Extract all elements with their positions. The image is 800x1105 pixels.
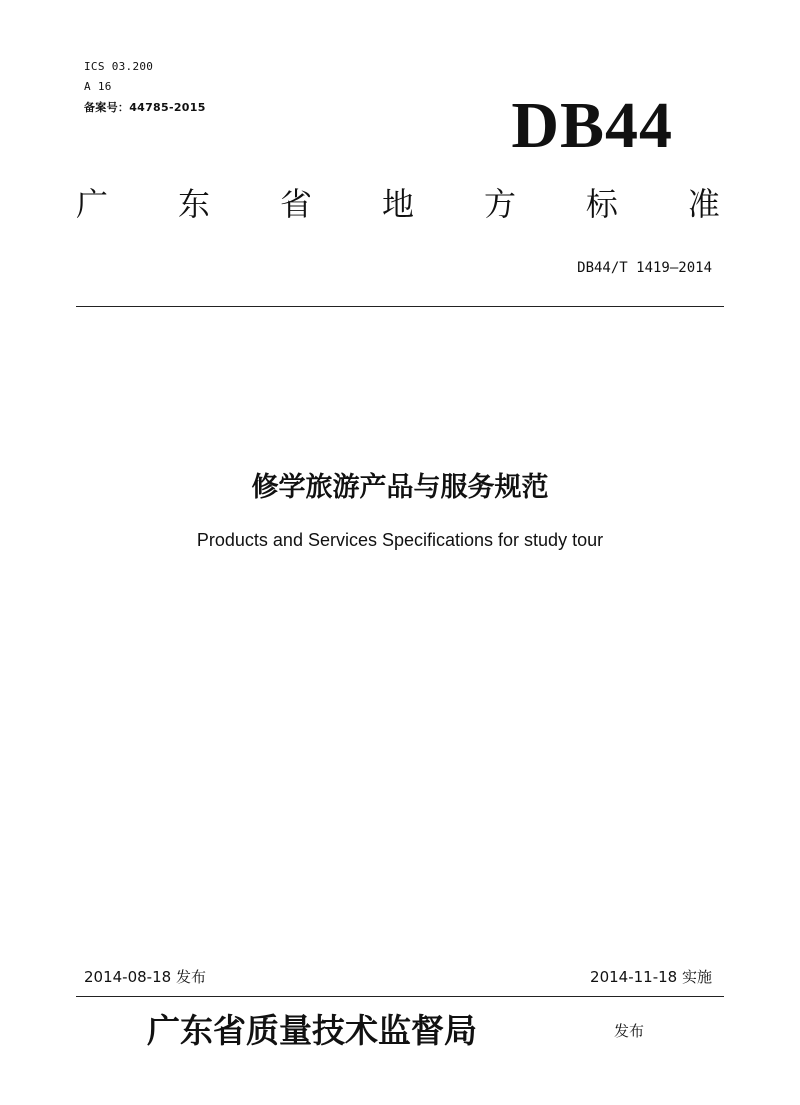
issuing-authority: 广东省质量技术监督局 bbox=[147, 1011, 477, 1050]
standard-code-logo: DB44 bbox=[511, 89, 673, 162]
category-char: 方 bbox=[483, 185, 516, 223]
top-divider bbox=[76, 306, 724, 307]
document-title-english: Products and Services Specifications for study tour bbox=[196, 530, 604, 550]
standard-number: DB44/T 1419—2014 bbox=[577, 260, 712, 276]
category-char: 标 bbox=[585, 185, 618, 223]
bottom-divider bbox=[76, 996, 724, 997]
standard-category bbox=[76, 184, 720, 224]
effective-date: 2014-11-18 实施 bbox=[590, 968, 712, 986]
document-title-chinese: 修学旅游产品与服务规范 bbox=[251, 472, 549, 503]
category-char: 东 bbox=[177, 185, 210, 223]
category-char: 省 bbox=[279, 185, 312, 223]
filing-number: 备案号：44785-2015 bbox=[84, 101, 206, 114]
ics-code: ICS 03.200 bbox=[84, 60, 154, 73]
classification-code: A 16 bbox=[84, 80, 112, 93]
issuer-suffix: 发布 bbox=[614, 1022, 645, 1040]
category-char: 广 bbox=[76, 185, 109, 223]
issue-date: 2014-08-18 发布 bbox=[84, 968, 206, 986]
category-char: 地 bbox=[381, 185, 414, 223]
category-char: 准 bbox=[687, 185, 720, 223]
